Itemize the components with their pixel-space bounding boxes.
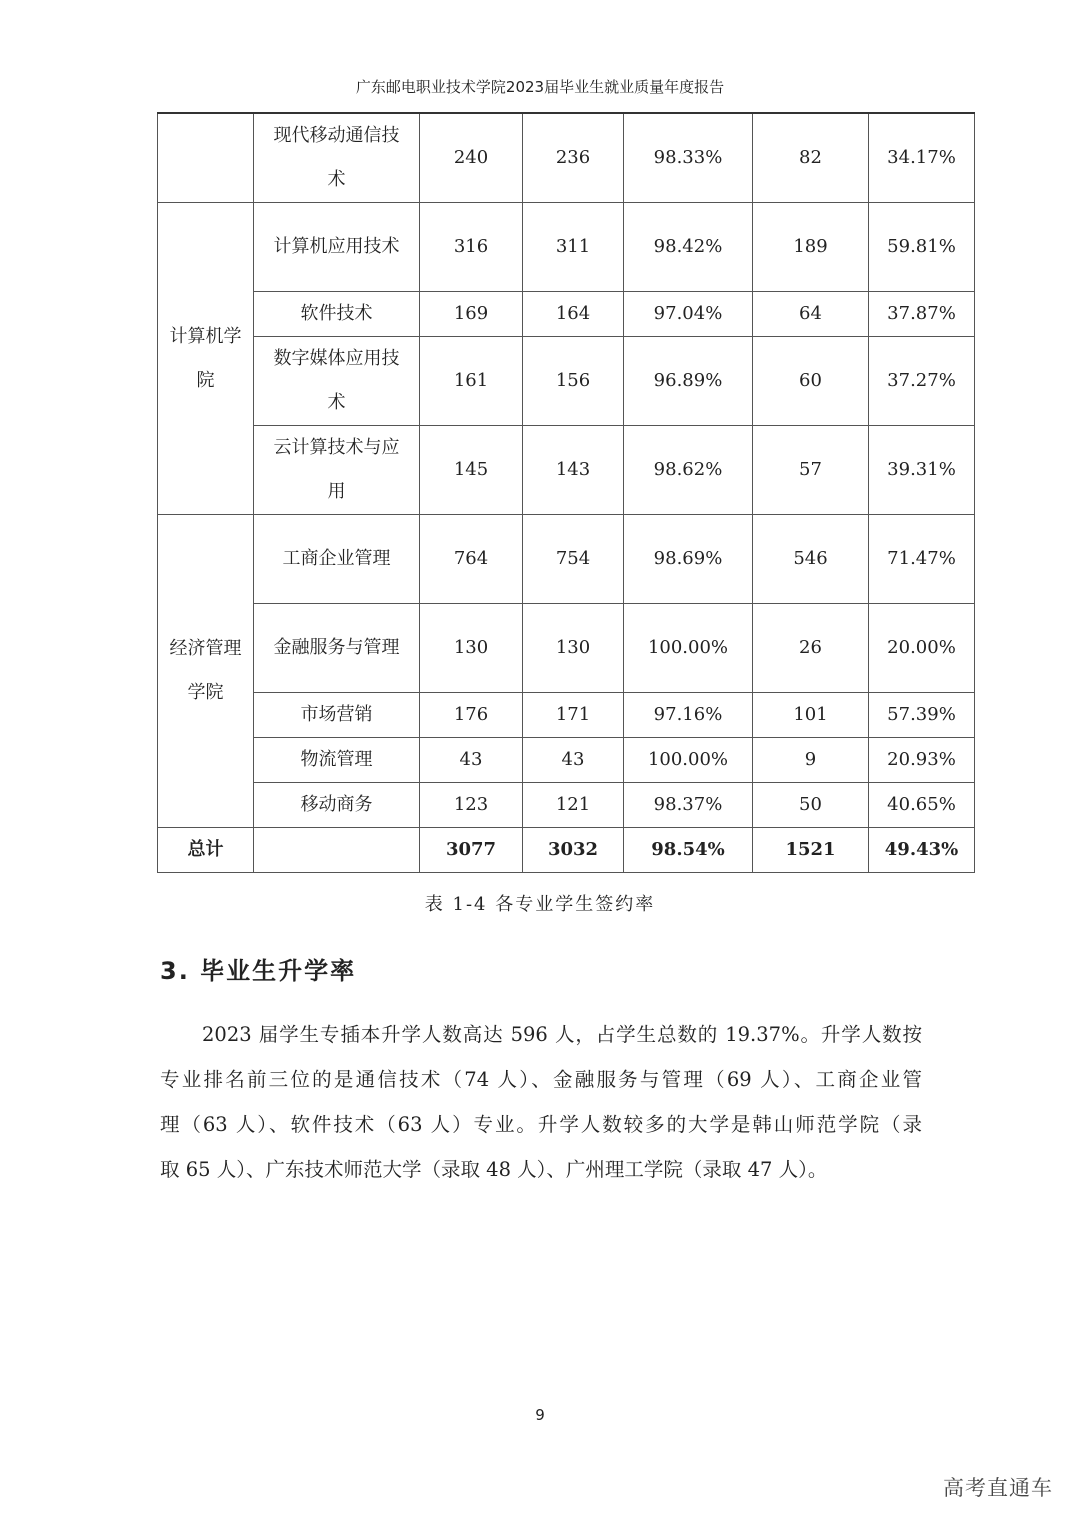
value-cell: 59.81% [869, 203, 975, 292]
section-heading: 3. 毕业生升学率 [160, 957, 357, 985]
value-cell: 100.00% [624, 604, 753, 693]
major-cell: 移动商务 [254, 783, 420, 828]
value-cell: 57.39% [869, 693, 975, 738]
value-cell: 130 [420, 604, 523, 693]
major-cell: 数字媒体应用技术 [254, 337, 420, 426]
value-cell: 98.33% [624, 113, 753, 203]
value-cell: 96.89% [624, 337, 753, 426]
paragraph-line: 2023 届学生专插本升学人数高达 596 人，占学生总数的 19.37%。升学人数按 [202, 1023, 922, 1046]
college-cell: 计算机学院 [158, 203, 254, 515]
table-row [158, 783, 975, 828]
total-cell: 98.54% [624, 828, 753, 873]
value-cell: 169 [420, 292, 523, 337]
table-row [158, 738, 975, 783]
value-cell: 98.37% [624, 783, 753, 828]
value-cell: 39.31% [869, 426, 975, 515]
page-number: 9 [535, 1406, 545, 1424]
value-cell: 34.17% [869, 113, 975, 203]
total-cell [254, 828, 420, 873]
table-row [158, 693, 975, 738]
value-cell: 64 [753, 292, 869, 337]
value-cell: 37.27% [869, 337, 975, 426]
total-cell: 3077 [420, 828, 523, 873]
table-row [158, 203, 975, 292]
value-cell: 171 [523, 693, 624, 738]
signing-rate-table [157, 112, 975, 873]
total-cell: 总计 [158, 828, 254, 873]
major-cell: 市场营销 [254, 693, 420, 738]
total-cell: 1521 [753, 828, 869, 873]
total-row [158, 828, 975, 873]
value-cell: 176 [420, 693, 523, 738]
value-cell: 164 [523, 292, 624, 337]
running-header: 广东邮电职业技术学院2023届毕业生就业质量年度报告 [355, 78, 725, 96]
table-row [158, 337, 975, 426]
major-cell: 软件技术 [254, 292, 420, 337]
value-cell: 764 [420, 515, 523, 604]
value-cell: 50 [753, 783, 869, 828]
value-cell: 43 [523, 738, 624, 783]
paragraph-line: 取 65 人）、广东技术师范大学（录取 48 人）、广州理工学院（录取 47 人）。 [160, 1158, 828, 1181]
body-paragraph [160, 1012, 922, 1192]
value-cell: 40.65% [869, 783, 975, 828]
value-cell: 43 [420, 738, 523, 783]
value-cell: 156 [523, 337, 624, 426]
value-cell: 316 [420, 203, 523, 292]
value-cell: 123 [420, 783, 523, 828]
college-cell: 经济管理学院 [158, 515, 254, 828]
table-row [158, 426, 975, 515]
major-cell: 物流管理 [254, 738, 420, 783]
value-cell: 82 [753, 113, 869, 203]
value-cell: 121 [523, 783, 624, 828]
value-cell: 57 [753, 426, 869, 515]
value-cell: 189 [753, 203, 869, 292]
value-cell: 97.04% [624, 292, 753, 337]
college-cell [158, 113, 254, 203]
paragraph-line: 专业排名前三位的是通信技术（74 人）、金融服务与管理（69 人）、工商企业管 [160, 1068, 922, 1091]
value-cell: 311 [523, 203, 624, 292]
value-cell: 754 [523, 515, 624, 604]
value-cell: 130 [523, 604, 624, 693]
value-cell: 143 [523, 426, 624, 515]
value-cell: 546 [753, 515, 869, 604]
value-cell: 9 [753, 738, 869, 783]
value-cell: 236 [523, 113, 624, 203]
major-cell: 金融服务与管理 [254, 604, 420, 693]
value-cell: 100.00% [624, 738, 753, 783]
total-cell: 49.43% [869, 828, 975, 873]
value-cell: 37.87% [869, 292, 975, 337]
value-cell: 101 [753, 693, 869, 738]
major-cell: 工商企业管理 [254, 515, 420, 604]
table-caption: 表 1-4 各专业学生签约率 [424, 894, 656, 915]
value-cell: 20.00% [869, 604, 975, 693]
value-cell: 26 [753, 604, 869, 693]
watermark: 高考直通车 [943, 1476, 1053, 1500]
table-row [158, 604, 975, 693]
value-cell: 98.69% [624, 515, 753, 604]
value-cell: 98.62% [624, 426, 753, 515]
major-cell: 云计算技术与应用 [254, 426, 420, 515]
value-cell: 97.16% [624, 693, 753, 738]
value-cell: 20.93% [869, 738, 975, 783]
total-cell: 3032 [523, 828, 624, 873]
major-cell: 现代移动通信技术 [254, 113, 420, 203]
value-cell: 240 [420, 113, 523, 203]
paragraph-line: 理（63 人）、软件技术（63 人）专业。升学人数较多的大学是韩山师范学院（录 [160, 1113, 922, 1136]
value-cell: 145 [420, 426, 523, 515]
table-row [158, 113, 975, 203]
value-cell: 161 [420, 337, 523, 426]
table-row [158, 292, 975, 337]
major-cell: 计算机应用技术 [254, 203, 420, 292]
value-cell: 71.47% [869, 515, 975, 604]
value-cell: 60 [753, 337, 869, 426]
table-row [158, 515, 975, 604]
value-cell: 98.42% [624, 203, 753, 292]
